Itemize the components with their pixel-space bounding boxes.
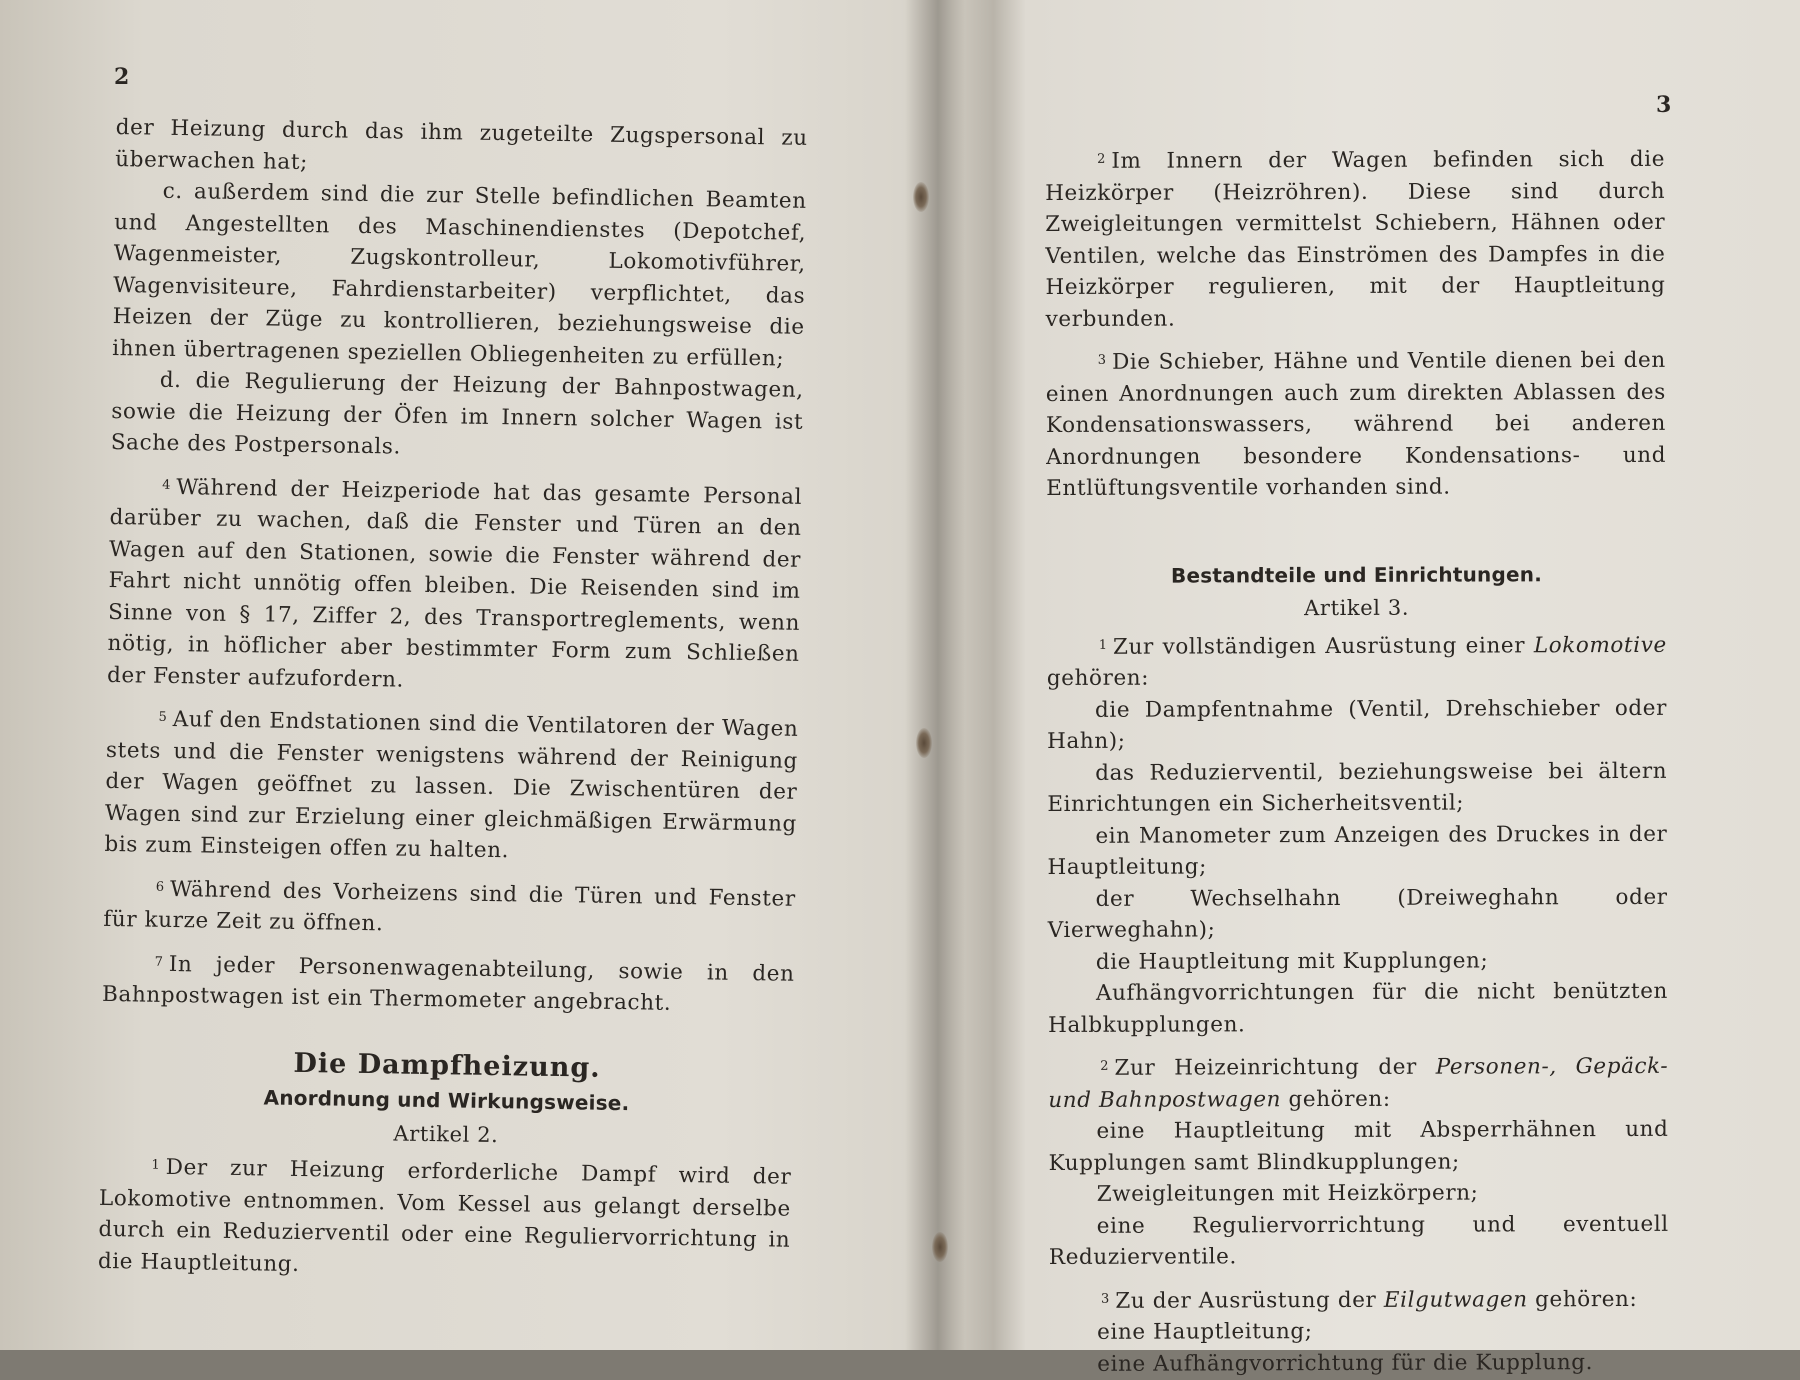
paragraph-number: 5: [158, 709, 167, 725]
list-item: das Reduzierventil, beziehungsweise bei ältern Einrichtungen ein Sicherheitsventil;: [1047, 758, 1668, 817]
numbered-paragraph: [102, 945, 795, 1021]
paragraph-text: gehören:: [1281, 1086, 1391, 1112]
paragraph-text: Die Schieber, Hähne und Ventile dienen bei den einen Anordnungen auch zum direkten Ablassen des Kondensationswassers, während bei anderen Anordnungen besondere Kondensations- und Entlüftungsventile vorhanden sind.: [1045, 347, 1667, 501]
emphasis-text: Eilgutwagen: [1383, 1286, 1528, 1313]
numbered-paragraph: [103, 870, 796, 946]
binding-stitch: [932, 1232, 948, 1262]
numbered-paragraph: [1048, 1049, 1668, 1116]
paragraph: der Heizung durch das ihm zugeteilte Zugspersonal zu überwachen hat;: [115, 114, 808, 175]
binding-stitch: [913, 182, 929, 212]
numbered-paragraph: [98, 1149, 792, 1288]
numbered-paragraph: [1049, 1281, 1669, 1317]
paragraph-text: Zu der Ausrüstung der: [1115, 1287, 1384, 1314]
paragraph-text: Zur Heizeinrichtung der: [1114, 1054, 1436, 1081]
paragraph-number: 4: [162, 477, 171, 493]
numbered-paragraph: [107, 468, 802, 701]
list-item: die Dampfentnahme (Ventil, Drehschieber oder Hahn);: [1047, 695, 1668, 754]
paragraph-number: 7: [154, 954, 164, 970]
list-item: eine Hauptleitung mit Absperrhähnen und Kupplungen samt Blindkupplungen;: [1048, 1116, 1669, 1176]
paragraph-text: Zur vollständigen Ausrüstung einer: [1112, 632, 1534, 660]
paragraph-number: 3: [1097, 352, 1107, 368]
paragraph-number: 6: [155, 879, 165, 895]
article-heading: Artikel 2.: [393, 1120, 499, 1147]
paragraph-number: 2: [1100, 1058, 1109, 1074]
paragraph-text: Während der Heizperiode hat das gesamte Personal darüber zu wachen, daß die Fenster und Türen an den Wagen auf den Stationen, sowie die Fenster während der Fahrt nicht unnötig offen bleiben. Die Reisenden sind im Sinne von § 17, Ziffer 2, des Transportreglements, wenn nötig, in höflicher aber bestimmter Form zum Schließen der Fenster aufzufordern.: [106, 474, 803, 693]
paragraph-text: Auf den Endstationen sind die Ventilatoren der Wagen stets und die Fenster wenigstens während der Reinigung der Wagen geöffnet zu lassen. Die Zwischentüren der Wagen sind zur Erzielung einer gleichmäßigen Erwärmung bis zum Einsteigen offen zu halten.: [104, 706, 799, 864]
list-item: ein Manometer zum Anzeigen des Druckes in der Hauptleitung;: [1047, 821, 1668, 880]
paragraph-text: gehören:: [1046, 665, 1150, 691]
list-item: eine Hauptleitung;: [1097, 1319, 1313, 1345]
section-title: Die Dampfheizung.: [293, 1047, 601, 1084]
section-subtitle: Anordnung und Wirkungsweise.: [263, 1085, 630, 1116]
paragraph-text: Im Innern der Wagen befinden sich die Heizkörper (Heizröhren). Diese sind durch Zweigleitungen vermittelst Schiebern, Hähnen oder Ventilen, welche das Einströmen des Dampfes in die Heizkörper regulieren, mit der Hauptleitung verbunden.: [1045, 146, 1666, 332]
list-item: der Wechselhahn (Dreiweghahn oder Vierweghahn);: [1047, 884, 1668, 943]
numbered-paragraph: [1046, 343, 1667, 505]
list-item: Zweigleitungen mit Heizkörpern;: [1096, 1180, 1479, 1207]
paragraph-number: 1: [151, 1157, 160, 1173]
numbered-paragraph: [1047, 627, 1667, 694]
list-item: eine Aufhängvorrichtung für die Kupplung.: [1097, 1349, 1594, 1377]
emphasis-text: Lokomotive: [1533, 632, 1667, 658]
numbered-paragraph: [104, 701, 798, 871]
article-heading: Artikel 3.: [1304, 595, 1410, 621]
page-number-left: 2: [114, 64, 130, 90]
paragraph-number: 2: [1097, 151, 1106, 167]
section-subtitle: Bestandteile und Einrichtungen.: [1170, 561, 1543, 588]
paragraph: d. die Regulierung der Heizung der Bahnpostwagen, sowie die Heizung der Öfen im Innern solcher Wagen ist Sache des Postpersonals.: [110, 367, 804, 460]
list-item: Aufhängvorrichtungen für die nicht benützten Halbkupplungen.: [1048, 978, 1669, 1038]
left-page: [98, 112, 808, 1288]
list-item: die Hauptleitung mit Kupplungen;: [1095, 947, 1489, 975]
emphasis-text: Personen-, Gepäck- und Bahnpostwagen: [1048, 1053, 1669, 1113]
paragraph-number: 3: [1101, 1291, 1110, 1307]
paragraph-number: 1: [1098, 637, 1108, 653]
paragraph: c. außerdem sind die zur Stelle befindlichen Beamten und Angestellten des Maschinendienstes (Depotchef, Wagenmeister, Zugskontrolleur, Lokomotivführer, Wagenvisiteure, Fahrdienstarbeiter) verpflichtet, das Heizen der Züge zu kontrollieren, beziehungsweise die ihnen übertragenen speziellen Obliegenheiten zu erfüllen;: [112, 178, 807, 372]
page-number-right: 3: [1656, 92, 1672, 118]
right-page: [1045, 142, 1669, 1380]
paragraph-text: Während des Vorheizens sind die Türen und Fenster für kurze Zeit zu öffnen.: [103, 876, 796, 937]
binding-stitch: [916, 728, 932, 758]
paragraph-text: In jeder Personenwagenabteilung, sowie in den Bahnpostwagen ist ein Thermometer angebracht.: [101, 951, 795, 1016]
paragraph-text: Der zur Heizung erforderliche Dampf wird der Lokomotive entnommen. Vom Kessel aus gelangt derselbe durch ein Reduzierventil oder eine Reguliervorrichtung in die Hauptleitung.: [97, 1154, 792, 1277]
list-item: eine Reguliervorrichtung und eventuell Reduzierventile.: [1048, 1211, 1669, 1270]
paragraph-text: gehören:: [1527, 1286, 1638, 1312]
numbered-paragraph: [1045, 142, 1666, 335]
